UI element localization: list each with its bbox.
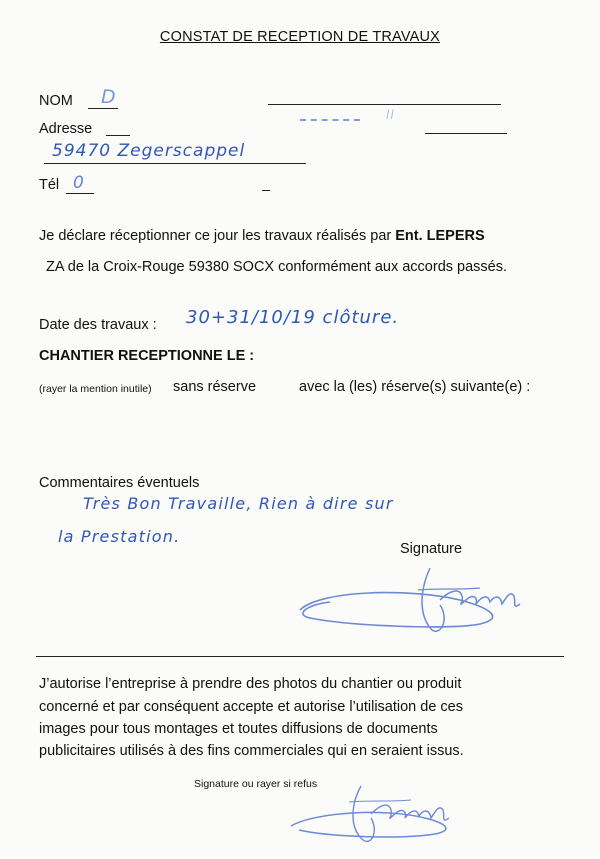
redacted-mark-2: ll [386,108,395,122]
chantier-label: CHANTIER RECEPTIONNE LE : [39,348,255,364]
adresse-line2: 59470 Zegerscappel [52,141,246,161]
comments-line1: Très Bon Travaille, Rien à dire sur [83,494,394,513]
authorization-line-3: images pour tous montages et toutes diffusions de documents [39,721,438,737]
adresse-line2-underline [44,163,306,164]
signature-label: Signature [400,541,463,557]
reserve-note: (rayer la mention inutile) [39,383,152,395]
adresse-underline-short [106,135,130,136]
authorization-line-4: publicitaires utilisés à des fins commerciales qui en seraient issus. [39,743,464,759]
declaration-line2: ZA de la Croix-Rouge 59380 SOCX conformément aux accords passés. [46,259,508,275]
adresse-underline [425,133,507,134]
date-value: 30+31/10/19 clôture. [186,307,400,328]
nom-underline-short [88,108,118,109]
separator-line [36,656,564,657]
date-label: Date des travaux : [39,317,157,333]
tel-underline [262,190,270,191]
declaration-prefix: Je déclare réceptionner ce jour les travaux réalisés par [39,228,396,244]
signature-refus-label: Signature ou rayer si refus [194,778,318,790]
authorization-line-2: concerné et par conséquent accepte et autorise l’utilisation de ces [39,699,463,715]
adresse-label: Adresse [39,121,93,137]
signature-image [290,560,540,640]
redacted-mark [300,119,360,121]
company-name: Ent. LEPERS [395,228,485,244]
tel-label: Tél [39,177,60,193]
tel-value: 0 [73,173,85,193]
reserve-option-sans: sans réserve [173,379,257,395]
signature-image-2 [285,778,485,848]
page-title: CONSTAT DE RECEPTION DE TRAVAUX [159,29,441,45]
authorization-line-1: J’autorise l’entreprise à prendre des photos du chantier ou produit [39,676,462,692]
tel-underline-short [66,193,94,194]
declaration-line1 [39,228,485,244]
comments-line2: la Prestation. [58,527,181,546]
reserve-option-avec: avec la (les) réserve(s) suivante(e) : [299,379,531,395]
nom-label: NOM [39,93,73,109]
comments-label: Commentaires éventuels [39,475,200,491]
nom-value: D [101,86,117,108]
nom-underline [268,104,501,105]
